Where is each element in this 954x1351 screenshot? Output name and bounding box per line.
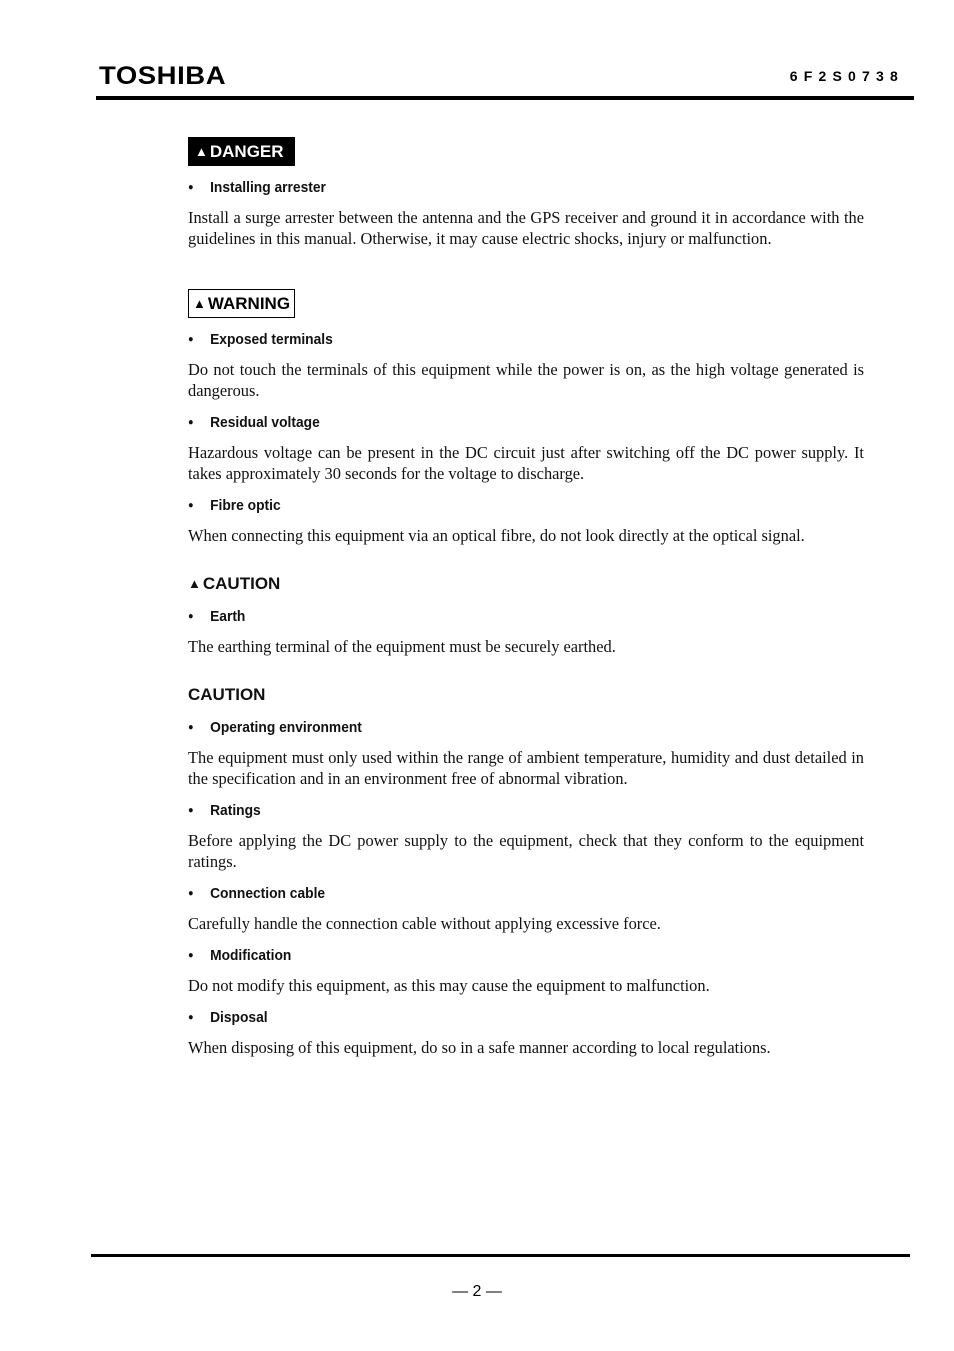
warning-triangle-icon: ▲ [188,576,201,591]
item-text: Do not touch the terminals of this equipment while the power is on, as the high voltage generated is dangerous. [188,360,864,400]
item-text: Install a surge arrester between the antenna and the GPS receiver and ground it in accordance with the guidelines in this manual. Otherwise, it may cause electric shocks, injury or malfunction. [188,208,864,248]
item-text: When disposing of this equipment, do so in a safe manner according to local regulations. [188,1038,771,1057]
bullet-icon: ● [188,1012,194,1023]
bullet-icon: ● [188,611,194,622]
warning-triangle-icon: ▲ [193,296,206,311]
header-divider [96,96,914,100]
item-heading: ● Fibre optic [188,497,281,514]
bullet-icon: ● [188,182,194,193]
safety-content [188,137,864,1058]
item-heading: ● Exposed terminals [188,331,333,348]
item-text: Before applying the DC power supply to the equipment, check that they conform to the equipment ratings. [188,831,864,871]
item-text: The equipment must only used within the range of ambient temperature, humidity and dust detailed in the specification and in an environment free of abnormal vibration. [188,748,864,788]
item-heading: ● Disposal [188,1009,268,1026]
item-heading: ● Earth [188,608,246,625]
item-heading: ● Connection cable [188,885,326,902]
item-text: The earthing terminal of the equipment must be securely earthed. [188,637,616,656]
danger-section [188,137,864,249]
item-text: Hazardous voltage can be present in the DC circuit just after switching off the DC power supply. It takes approximately 30 seconds for the voltage to discharge. [188,443,864,483]
caution-symbol-section [188,573,864,657]
bullet-icon: ● [188,950,194,961]
toshiba-logo: TOSHIBA [99,62,227,90]
bullet-icon: ● [188,805,194,816]
danger-label: ▲ DANGER [188,137,295,166]
warning-section [188,289,864,546]
warning-label: ▲ WARNING [188,289,295,318]
bullet-icon: ● [188,500,194,511]
item-heading: ● Modification [188,947,292,964]
bullet-icon: ● [188,334,194,345]
item-text: Do not modify this equipment, as this may cause the equipment to malfunction. [188,976,710,995]
item-heading: ● Residual voltage [188,414,320,431]
caution-label: CAUTION [188,685,266,704]
item-heading: ● Installing arrester [188,179,326,196]
caution-section [188,684,864,1058]
document-number: 6F2S0738 [789,68,904,84]
warning-triangle-icon: ▲ [195,144,208,159]
bullet-icon: ● [188,888,194,899]
caution-symbol-label: ▲ CAUTION [188,574,281,593]
bullet-icon: ● [188,722,194,733]
bullet-icon: ● [188,417,194,428]
page-number: — 2 — [452,1283,502,1300]
item-text: When connecting this equipment via an optical fibre, do not look directly at the optical signal. [188,526,805,545]
item-text: Carefully handle the connection cable without applying excessive force. [188,914,661,933]
footer-divider [91,1254,910,1257]
page-header [96,60,914,100]
item-heading: ● Ratings [188,802,261,819]
item-heading: ● Operating environment [188,719,362,736]
